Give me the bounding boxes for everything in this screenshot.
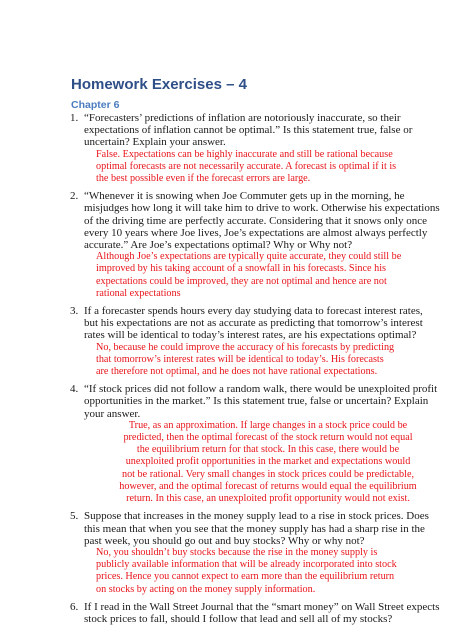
exercise-number: 5. [70, 510, 79, 523]
exercise-number: 3. [70, 305, 79, 318]
exercise-answer: No, you shouldn’t buy stocks because the rise in the money supply is publicly available information that will be already incorporated into stock prices. Hence you cannot expect to earn more than the equilibrium return on stocks by acting on the money supply information. [96, 546, 397, 595]
exercise-question: “Whenever it is snowing when Joe Commuter gets up in the morning, he misjudges how long it will take him to drive to work. Otherwise his expectations of the driving time are perfectly accurate. Considering that it snows only once every 10 years where Joe lives, Joe’s expectations are almost always perfectly accurate.” Are Joe’s expectations optimal? Why or Why not? [84, 190, 440, 252]
exercise-question: “Forecasters’ predictions of inflation are notoriously inaccurate, so their expectations of inflation cannot be optimal.” Is this statement true, false or uncertain? Explain your answer. [84, 112, 413, 149]
exercise-question: Suppose that increases in the money supply lead to a rise in stock prices. Does this mean that when you see that the money supply has had a sharp rise in the past week, you should go out and buy stocks? Why or why not? [84, 510, 429, 547]
exercise-item-2 [70, 190, 440, 300]
exercise-answer: False. Expectations can be highly inaccurate and still be rational because optimal forecasts are not necessarily accurate. A forecast is optimal if it is the best possible even if the forecast errors are large. [96, 148, 397, 185]
chapter-heading: Chapter 6 [71, 99, 120, 111]
exercise-number: 4. [70, 383, 79, 396]
exercise-item-4 [70, 383, 440, 505]
exercise-question: “If stock prices did not follow a random walk, there would be unexploited profit opportunities in the market.” Is this statement true, false or uncertain? Explain your answer. [84, 383, 438, 420]
exercise-question: If I read in the Wall Street Journal that the “smart money” on Wall Street expects stock prices to fall, should I follow that lead and sell all of my stocks? [84, 600, 440, 625]
exercise-item-5 [70, 510, 440, 595]
exercise-question: If a forecaster spends hours every day studying data to forecast interest rates, but his expectations are not as accurate as predicting that tomorrow’s interest rates will be identical to today’s interest rates, are his expectations optimal? [84, 305, 423, 342]
exercise-number: 6. [70, 600, 79, 613]
exercise-number: 1. [70, 112, 79, 124]
exercise-answer: True, as an approximation. If large changes in a stock price could be predicted, then the optimal forecast of the stock return would not equal the equilibrium return for that stock. In this case, there would be unexploited profit opportunities in the market and expectations would not be rational. Very small changes in stock prices could be predictable, however, and the optimal forecast of returns would equal the equilibrium return. In this case, an unexploited profit opportunity would not exist. [119, 419, 417, 505]
exercise-list [70, 112, 440, 630]
exercise-item-1 [70, 112, 440, 185]
exercise-answer: No, because he could improve the accuracy of his forecasts by predicting that tomorrow’s interest rates will be identical to today’s. His forecasts are therefore not optimal, and he does not have rational expectations. [96, 341, 395, 378]
exercise-answer: Although Joe’s expectations are typically quite accurate, they could still be improved by his taking account of a snowfall in his forecasts. Since his expectations could be improved, they are not optimal and hence are not rational expectations [96, 251, 402, 299]
exercise-item-3 [70, 305, 440, 378]
page-title: Homework Exercises – 4 [71, 76, 247, 93]
exercise-number: 2. [70, 190, 79, 203]
